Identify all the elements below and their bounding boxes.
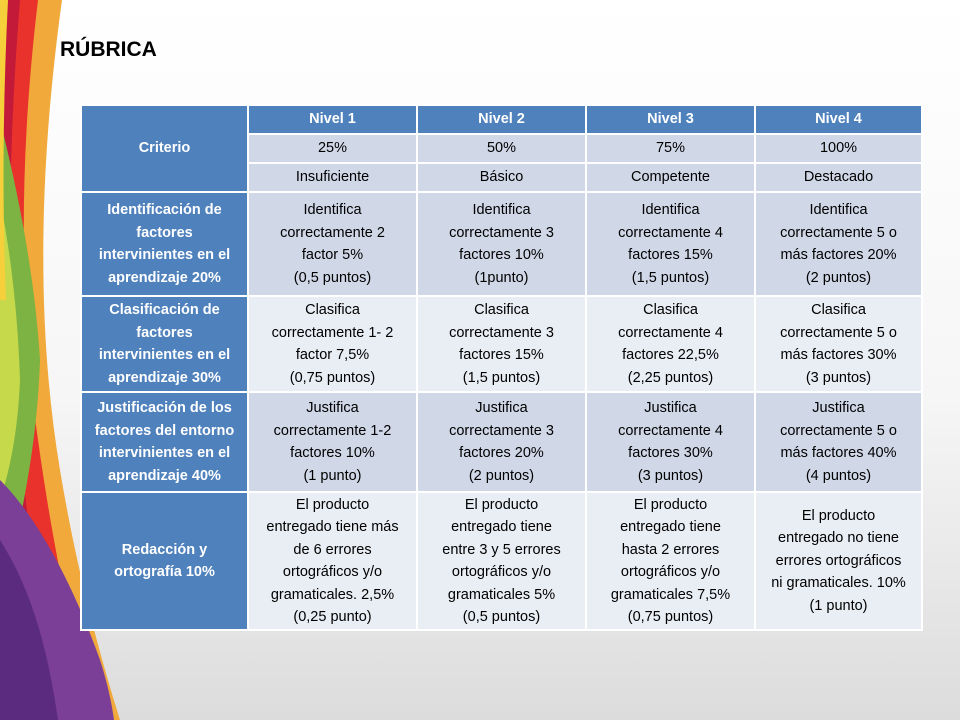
cell-line: gramaticales 5%: [447, 586, 556, 603]
criterion-line: intervinientes en el: [98, 247, 231, 263]
cell-line: entregado no tiene: [778, 530, 899, 547]
cell-line: correctamente 5 o: [780, 324, 897, 341]
criterion-line: Redacción y: [121, 541, 208, 558]
cell-line: correctamente 4: [618, 324, 723, 341]
cell-line: de 6 errores: [293, 541, 372, 558]
cell-line: factores 10%: [459, 247, 544, 263]
cell-line: Justifica: [644, 400, 697, 416]
cell-line: (0,75 puntos): [627, 609, 714, 625]
cell-line: entregado tiene: [451, 519, 552, 535]
cell-line: factores 30%: [628, 445, 713, 461]
cell-line: factores 22,5%: [622, 347, 719, 363]
table-row: [81, 392, 922, 492]
cell-line: (1 punto): [809, 597, 868, 614]
cell-line: correctamente 1- 2: [271, 324, 394, 341]
level-1-cell: [248, 296, 417, 392]
level-2-descriptor: Básico: [417, 163, 586, 192]
cell-line: El producto: [464, 496, 539, 513]
cell-line: ortográficos y/o: [282, 564, 383, 580]
cell-line: gramaticales. 2,5%: [270, 586, 395, 603]
cell-line: más factores 40%: [780, 445, 897, 461]
level-4-cell: [755, 296, 922, 392]
cell-line: factores 20%: [459, 445, 544, 461]
cell-line: ni gramaticales. 10%: [771, 575, 906, 592]
cell-line: (0,75 puntos): [289, 369, 376, 386]
table-row: [81, 296, 922, 392]
cell-line: (3 puntos): [805, 369, 872, 386]
level-2-header: Nivel 2: [417, 105, 586, 134]
criterion-line: ortografía 10%: [114, 564, 215, 580]
criterion-cell: [81, 192, 248, 296]
cell-line: (1,5 puntos): [462, 369, 541, 386]
cell-line: Identifica: [303, 202, 362, 218]
cell-line: entregado tiene más: [266, 519, 399, 535]
cell-line: (0,25 punto): [293, 609, 372, 625]
criterion-line: factores: [136, 224, 193, 241]
criterion-line: Identificación de: [107, 202, 222, 218]
criterion-line: Justificación de los: [97, 400, 232, 416]
cell-line: correctamente 4: [618, 422, 723, 439]
cell-line: factores 15%: [628, 247, 713, 263]
level-3-cell: [586, 392, 755, 492]
level-2-cell: [417, 296, 586, 392]
cell-line: (0,5 puntos): [293, 269, 372, 286]
slide-title: RÚBRICA: [60, 38, 157, 61]
criterion-line: intervinientes en el: [98, 445, 231, 461]
cell-line: correctamente 3: [449, 224, 554, 241]
cell-line: factores 15%: [459, 347, 544, 363]
cell-line: (4 puntos): [805, 467, 872, 484]
cell-line: entregado tiene: [620, 519, 721, 535]
level-1-cell: [248, 492, 417, 630]
cell-line: ortográficos y/o: [451, 564, 552, 580]
cell-line: Justifica: [475, 400, 528, 416]
cell-line: correctamente 3: [449, 324, 554, 341]
cell-line: Clasifica: [474, 302, 529, 318]
cell-line: factores 10%: [290, 445, 375, 461]
cell-line: factor 7,5%: [295, 347, 370, 363]
cell-line: correctamente 5 o: [780, 224, 897, 241]
cell-line: (0,5 puntos): [462, 609, 541, 625]
cell-line: correctamente 2: [280, 224, 385, 241]
cell-line: correctamente 5 o: [780, 422, 897, 439]
cell-line: El producto: [295, 496, 370, 513]
cell-line: ortográficos y/o: [620, 564, 721, 580]
cell-line: (1,5 puntos): [631, 269, 710, 286]
level-4-cell: [755, 392, 922, 492]
criterion-cell: [81, 492, 248, 630]
level-2-cell: [417, 192, 586, 296]
cell-line: factor 5%: [301, 247, 364, 263]
criterion-header: Criterio: [81, 105, 248, 192]
cell-line: (2 puntos): [468, 467, 535, 484]
cell-line: Justifica: [812, 400, 865, 416]
cell-line: correctamente 1-2: [273, 422, 392, 439]
level-1-percent: 25%: [248, 134, 417, 163]
cell-line: Clasifica: [811, 302, 866, 318]
cell-line: El producto: [633, 496, 708, 513]
level-1-cell: [248, 192, 417, 296]
criterion-cell: [81, 392, 248, 492]
level-1-cell: [248, 392, 417, 492]
cell-line: Identifica: [472, 202, 531, 218]
level-3-descriptor: Competente: [586, 163, 755, 192]
criterion-line: aprendizaje 40%: [108, 467, 221, 484]
cell-line: (1 punto): [303, 467, 362, 484]
criterion-line: aprendizaje 20%: [108, 269, 221, 286]
level-2-cell: [417, 392, 586, 492]
cell-line: correctamente 4: [618, 224, 723, 241]
criterion-cell: [81, 296, 248, 392]
level-2-percent: 50%: [417, 134, 586, 163]
cell-line: entre 3 y 5 errores: [442, 541, 561, 558]
level-4-cell: [755, 192, 922, 296]
cell-line: más factores 20%: [780, 247, 897, 263]
table-row: [81, 192, 922, 296]
criterion-line: factores: [136, 324, 193, 341]
level-3-cell: [586, 296, 755, 392]
level-4-percent: 100%: [755, 134, 922, 163]
cell-line: gramaticales 7,5%: [610, 586, 731, 603]
cell-line: hasta 2 errores: [621, 541, 720, 558]
cell-line: errores ortográficos: [775, 552, 902, 569]
level-4-cell: [755, 492, 922, 630]
cell-line: Clasifica: [305, 302, 360, 318]
table-row: [81, 492, 922, 630]
cell-line: (2,25 puntos): [627, 369, 714, 386]
level-1-descriptor: Insuficiente: [248, 163, 417, 192]
cell-line: Justifica: [306, 400, 359, 416]
cell-line: Identifica: [809, 202, 868, 218]
cell-line: El producto: [801, 507, 876, 524]
cell-line: Clasifica: [643, 302, 698, 318]
level-3-header: Nivel 3: [586, 105, 755, 134]
level-4-header: Nivel 4: [755, 105, 922, 134]
level-4-descriptor: Destacado: [755, 163, 922, 192]
cell-line: más factores 30%: [780, 347, 897, 363]
cell-line: (2 puntos): [805, 269, 872, 286]
criterion-line: factores del entorno: [94, 422, 235, 439]
criterion-line: Clasificación de: [109, 302, 220, 318]
criterion-line: aprendizaje 30%: [108, 369, 221, 386]
cell-line: (3 puntos): [637, 467, 704, 484]
cell-line: (1punto): [474, 269, 529, 286]
level-3-cell: [586, 492, 755, 630]
level-3-cell: [586, 192, 755, 296]
cell-line: Identifica: [641, 202, 700, 218]
level-2-cell: [417, 492, 586, 630]
level-1-header: Nivel 1: [248, 105, 417, 134]
level-3-percent: 75%: [586, 134, 755, 163]
rubric-table: [80, 104, 923, 631]
criterion-line: intervinientes en el: [98, 347, 231, 363]
cell-line: correctamente 3: [449, 422, 554, 439]
